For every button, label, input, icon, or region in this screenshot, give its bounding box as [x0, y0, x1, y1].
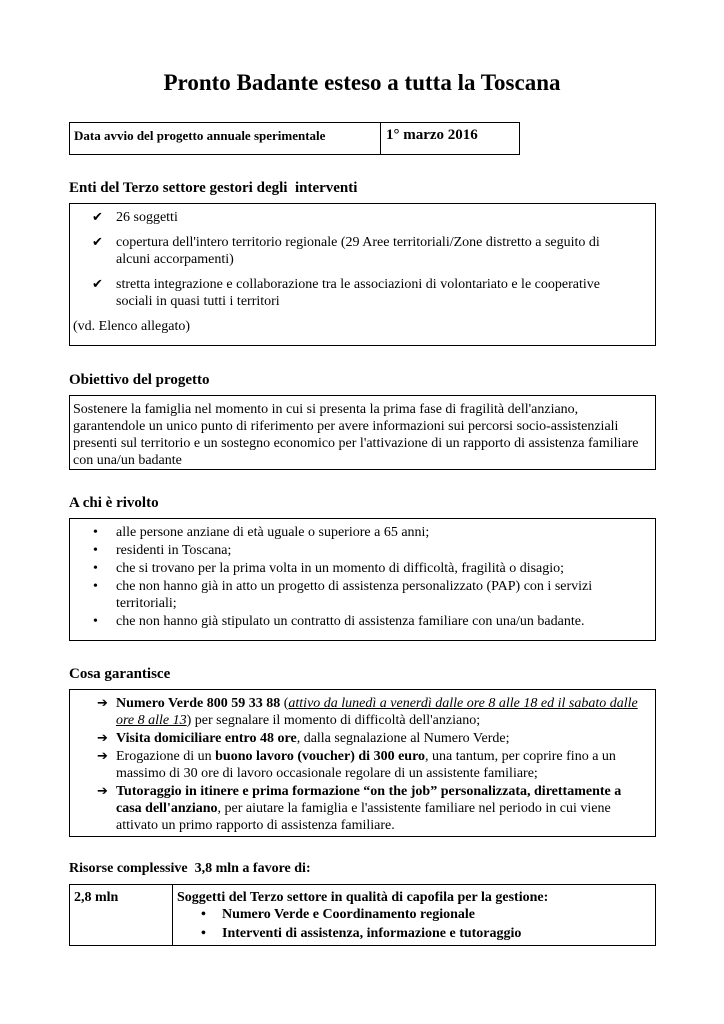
right-arrow-icon: ➔	[97, 749, 108, 764]
bullet-icon: •	[93, 579, 98, 594]
page-title: Pronto Badante esteso a tutta la Toscana	[163, 70, 561, 95]
list-item: che si trovano per la prima volta in un momento di difficoltà, fragilità o disagio;	[116, 561, 565, 576]
right-arrow-icon: ➔	[97, 731, 108, 746]
start-date-label: Data avvio del progetto annuale sperimentale	[74, 128, 326, 143]
bullet-icon: •	[201, 907, 206, 922]
risorse-desc: Soggetti del Terzo settore in qualità di capofila per la gestione:	[177, 890, 549, 905]
obiettivo-box	[69, 395, 656, 470]
check-mark-icon: ✔	[92, 277, 103, 292]
list-item: che non hanno già in atto un progetto di assistenza personalizzato (PAP) con i servizi territoriali;	[116, 579, 593, 611]
section-heading-risorse: Risorse complessive 3,8 mln a favore di:	[69, 861, 311, 876]
bullet-icon: •	[201, 926, 206, 941]
table-divider	[172, 885, 173, 945]
start-date-table	[69, 122, 520, 155]
risorse-table	[69, 884, 656, 946]
enti-box	[69, 203, 656, 346]
list-item: 26 soggetti	[116, 210, 178, 225]
list-item: residenti in Toscana;	[116, 543, 232, 558]
check-mark-icon: ✔	[92, 210, 103, 225]
obiettivo-text: Sostenere la famiglia nel momento in cui si presenta la prima fase di fragilità dell'anziano, garantendole un unico punto di riferimento per avere informazioni sui percorsi socio-assistenziali presenti sul territorio e un sostegno economico per l'attivazione di un rapporto di assistenza familiare con una/un badante	[73, 402, 639, 468]
list-item: Interventi di assistenza, informazione e tutoraggio	[222, 926, 522, 941]
list-item: che non hanno già stipulato un contratto di assistenza familiare con una/un badante.	[116, 614, 585, 629]
risorse-amount: 2,8 mln	[74, 890, 119, 905]
section-heading-rivolto: A chi è rivolto	[69, 495, 159, 511]
orari: attivo da lunedì a venerdì dalle ore 8 alle 18 ed il sabato dalle ore 8 alle 13	[116, 696, 638, 728]
section-heading-enti: Enti del Terzo settore gestori degli interventi	[69, 180, 358, 196]
bullet-icon: •	[93, 525, 98, 540]
rivolto-box	[69, 518, 656, 641]
numero-verde: Numero Verde 800 59 33 88	[116, 696, 281, 711]
garantisce-box	[69, 689, 656, 837]
right-arrow-icon: ➔	[97, 784, 108, 799]
list-item: Numero Verde e Coordinamento regionale	[222, 907, 476, 922]
section-heading-obiettivo: Obiettivo del progetto	[69, 372, 210, 388]
list-item: Erogazione di un buono lavoro (voucher) di 300 euro, una tantum, per coprire fino a un massimo di 30 ore di lavoro occasionale regolare di un assistente familiare;	[116, 749, 616, 781]
bullet-icon: •	[93, 561, 98, 576]
list-item: stretta integrazione e collaborazione tra le associazioni di volontariato e le cooperative sociali in quasi tutti i territori	[116, 277, 600, 309]
list-item: alle persone anziane di età uguale o superiore a 65 anni;	[116, 525, 430, 540]
list-item: copertura dell'intero territorio regionale (29 Aree territoriali/Zone distretto a seguito di alcuni accorpamenti)	[116, 235, 600, 267]
section-heading-garantisce: Cosa garantisce	[69, 666, 171, 682]
list-item: Visita domiciliare entro 48 ore, dalla segnalazione al Numero Verde;	[116, 731, 510, 746]
list-item: Numero Verde 800 59 33 88 (attivo da lunedì a venerdì dalle ore 8 alle 18 ed il sabato dalle ore 8 alle 13) per segnalare il momento di difficoltà dell'anziano;	[116, 696, 638, 728]
list-item: Tutoraggio in itinere e prima formazione “on the job” personalizzata, direttamente a casa dell'anziano, per aiutare la famiglia e l'assistente familiare nel periodo in cui viene attivato un primo rapporto di assistenza familiare.	[116, 784, 622, 833]
enti-note: (vd. Elenco allegato)	[73, 319, 191, 334]
start-date-value: 1° marzo 2016	[386, 127, 478, 143]
right-arrow-icon: ➔	[97, 696, 108, 711]
check-mark-icon: ✔	[92, 235, 103, 250]
bullet-icon: •	[93, 614, 98, 629]
bullet-icon: •	[93, 543, 98, 558]
table-divider	[380, 123, 381, 154]
